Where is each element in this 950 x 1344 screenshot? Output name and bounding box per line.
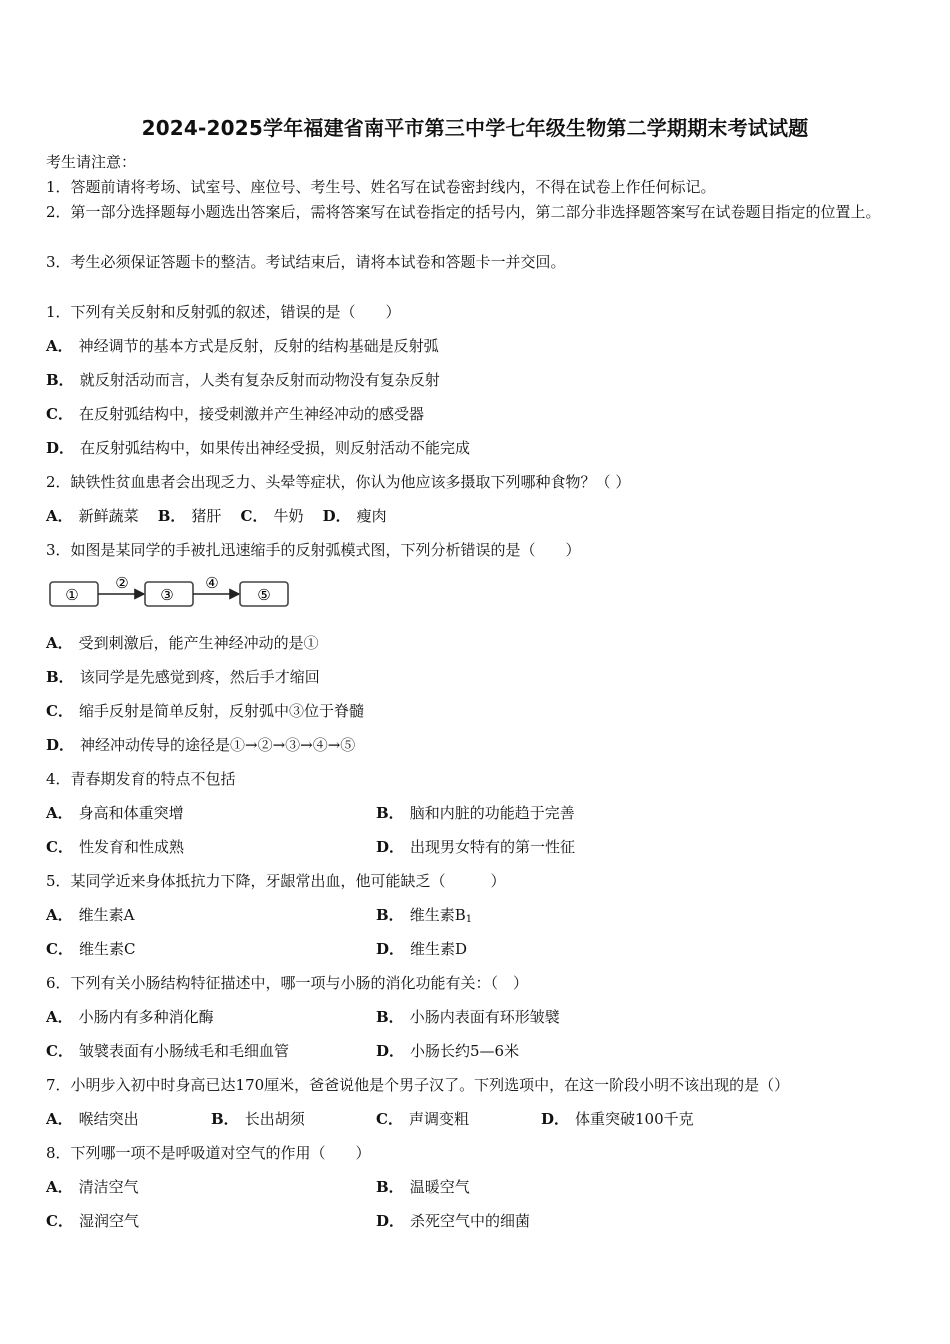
option-label: D． [376,1212,405,1230]
question-3-option-c [46,701,364,721]
option-label: A． [46,1178,73,1196]
diagram-arrow-2-label: ④ [205,574,219,592]
option-text: 神经调节的基本方式是反射，反射的结构基础是反射弧 [78,337,439,355]
option-label: D． [376,1042,405,1060]
option-text: 瘦肉 [356,507,387,525]
question-1-option-d [46,438,470,458]
option-text: 出现男女特有的第一性征 [410,838,576,856]
option-text: 维生素C [78,940,136,958]
option-text: 杀死空气中的细菌 [410,1212,531,1230]
option-label: A． [46,337,73,355]
option-label: C． [46,405,73,423]
option-label: B． [211,1110,239,1128]
question-1-option-a [46,336,439,356]
question-2-options [46,506,387,526]
diagram-box-3-label: ⑤ [257,586,271,604]
option-text: 维生素A [78,906,135,924]
option-label: B． [376,804,404,822]
question-2-stem: 2．缺铁性贫血患者会出现乏力、头晕等症状，你认为他应该多摄取下列哪种食物？（ ） [46,473,631,491]
option-label: C． [46,1212,73,1230]
option-text: 维生素B [409,906,466,924]
option-text: 清洁空气 [78,1178,139,1196]
question-1-option-b [46,370,440,390]
option-label: B． [157,507,186,525]
question-3-option-b [46,667,320,687]
option-text: 湿润空气 [78,1212,139,1230]
option-label: B． [46,668,74,686]
notice-item-1: 1．答题前请将考场、试室号、座位号、考生号、姓名写在试卷密封线内，不得在试卷上作任何标记。 [46,178,716,196]
question-7-option-b [211,1109,305,1129]
question-4-option-b [376,803,575,823]
option-label: A． [46,906,73,924]
question-1-stem: 1．下列有关反射和反射弧的叙述，错误的是（ ） [46,303,401,321]
notice-item-2: 2．第一部分选择题每小题选出答案后，需将答案写在试卷指定的括号内，第二部分非选择题答案写在试卷题目指定的位置上。 [46,203,881,221]
question-3-stem: 3．如图是某同学的手被扎迅速缩手的反射弧模式图，下列分析错误的是（ ） [46,541,581,559]
option-text: 性发育和性成熟 [78,838,184,856]
question-1-option-c [46,404,424,424]
option-label: A． [46,507,73,525]
option-text: 新鲜蔬菜 [78,507,139,525]
option-text: 在反射弧结构中，如果传出神经受损，则反射活动不能完成 [80,439,471,457]
option-text: 就反射活动而言，人类有复杂反射而动物没有复杂反射 [79,371,440,389]
option-label: C． [46,1042,73,1060]
option-label: B． [376,1008,404,1026]
option-label: D． [376,940,405,958]
question-5-stem: 5．某同学近来身体抵抗力下降，牙龈常出血，他可能缺乏（ ） [46,872,506,890]
option-label: A． [46,1110,73,1128]
diagram-box-2-label: ③ [160,586,174,604]
question-7-option-a [46,1109,139,1129]
option-text: 脑和内脏的功能趋于完善 [409,804,575,822]
option-label: C． [46,702,73,720]
option-label: D． [322,507,351,525]
question-6-stem: 6．下列有关小肠结构特征描述中，哪一项与小肠的消化功能有关：（ ） [46,974,529,992]
option-text: 维生素D [410,940,468,958]
option-text: 在反射弧结构中，接受刺激并产生神经冲动的感受器 [78,405,424,423]
option-label: A． [46,634,73,652]
option-text: 猪肝 [191,507,222,525]
question-6-option-a [46,1007,214,1027]
question-4-option-a [46,803,184,823]
question-5-option-d [376,939,467,959]
option-text: 小肠内有多种消化酶 [78,1008,214,1026]
option-label: A． [46,1008,73,1026]
option-text: 体重突破100千克 [575,1110,694,1128]
diagram-box-1-label: ① [65,586,79,604]
option-label: D． [46,439,75,457]
option-text: 身高和体重突增 [78,804,184,822]
option-subscript: 1 [465,914,473,925]
option-label: D． [376,838,405,856]
option-label: C． [46,940,73,958]
option-text: 小肠长约5—6米 [410,1042,520,1060]
option-label: B． [376,906,404,924]
option-text: 牛奶 [273,507,304,525]
question-5-option-b [376,905,472,930]
question-7-stem: 7．小明步入初中时身高已达170厘米，爸爸说他是个男子汉了。下列选项中，在这一阶段小明不该出现的是（） [46,1076,790,1094]
question-3-option-d [46,735,355,755]
question-3-option-a [46,633,319,653]
option-text: 缩手反射是简单反射，反射弧中③位于脊髓 [78,702,364,720]
question-8-option-b [376,1177,470,1197]
question-5-option-a [46,905,134,925]
question-7-option-d [541,1109,694,1129]
notice-item-3: 3．考生必须保证答题卡的整洁。考试结束后，请将本试卷和答题卡一并交回。 [46,253,566,271]
option-label: C． [46,838,73,856]
option-text: 小肠内表面有环形皱襞 [409,1008,560,1026]
question-8-stem: 8．下列哪一项不是呼吸道对空气的作用（ ） [46,1144,371,1162]
reflex-arc-diagram [46,570,296,615]
question-6-option-b [376,1007,560,1027]
diagram-arrow-1-label: ② [115,574,129,592]
option-label: C． [240,507,268,525]
option-text: 声调变粗 [408,1110,469,1128]
question-6-option-d [376,1041,519,1061]
option-label: D． [541,1110,570,1128]
option-text: 皱襞表面有小肠绒毛和毛细血管 [78,1042,289,1060]
option-label: A． [46,804,73,822]
question-8-option-a [46,1177,139,1197]
option-label: C． [376,1110,403,1128]
page-title: 2024-2025学年福建省南平市第三中学七年级生物第二学期期末考试试题 [141,116,809,140]
question-4-stem: 4．青春期发育的特点不包括 [46,770,236,788]
option-label: B． [376,1178,404,1196]
option-text: 温暖空气 [409,1178,470,1196]
option-label: B． [46,371,74,389]
question-8-option-c [46,1211,139,1231]
option-text: 神经冲动传导的途径是①→②→③→④→⑤ [80,736,356,754]
option-text: 喉结突出 [78,1110,139,1128]
notice-heading: 考生请注意： [46,153,137,171]
question-4-option-c [46,837,184,857]
question-4-option-d [376,837,575,857]
question-5-option-c [46,939,135,959]
question-8-option-d [376,1211,530,1231]
option-label: D． [46,736,75,754]
option-text: 该同学是先感觉到疼，然后手才缩回 [79,668,320,686]
option-text: 长出胡须 [244,1110,305,1128]
option-text: 受到刺激后，能产生神经冲动的是① [78,634,319,652]
question-7-option-c [376,1109,469,1129]
question-6-option-c [46,1041,289,1061]
